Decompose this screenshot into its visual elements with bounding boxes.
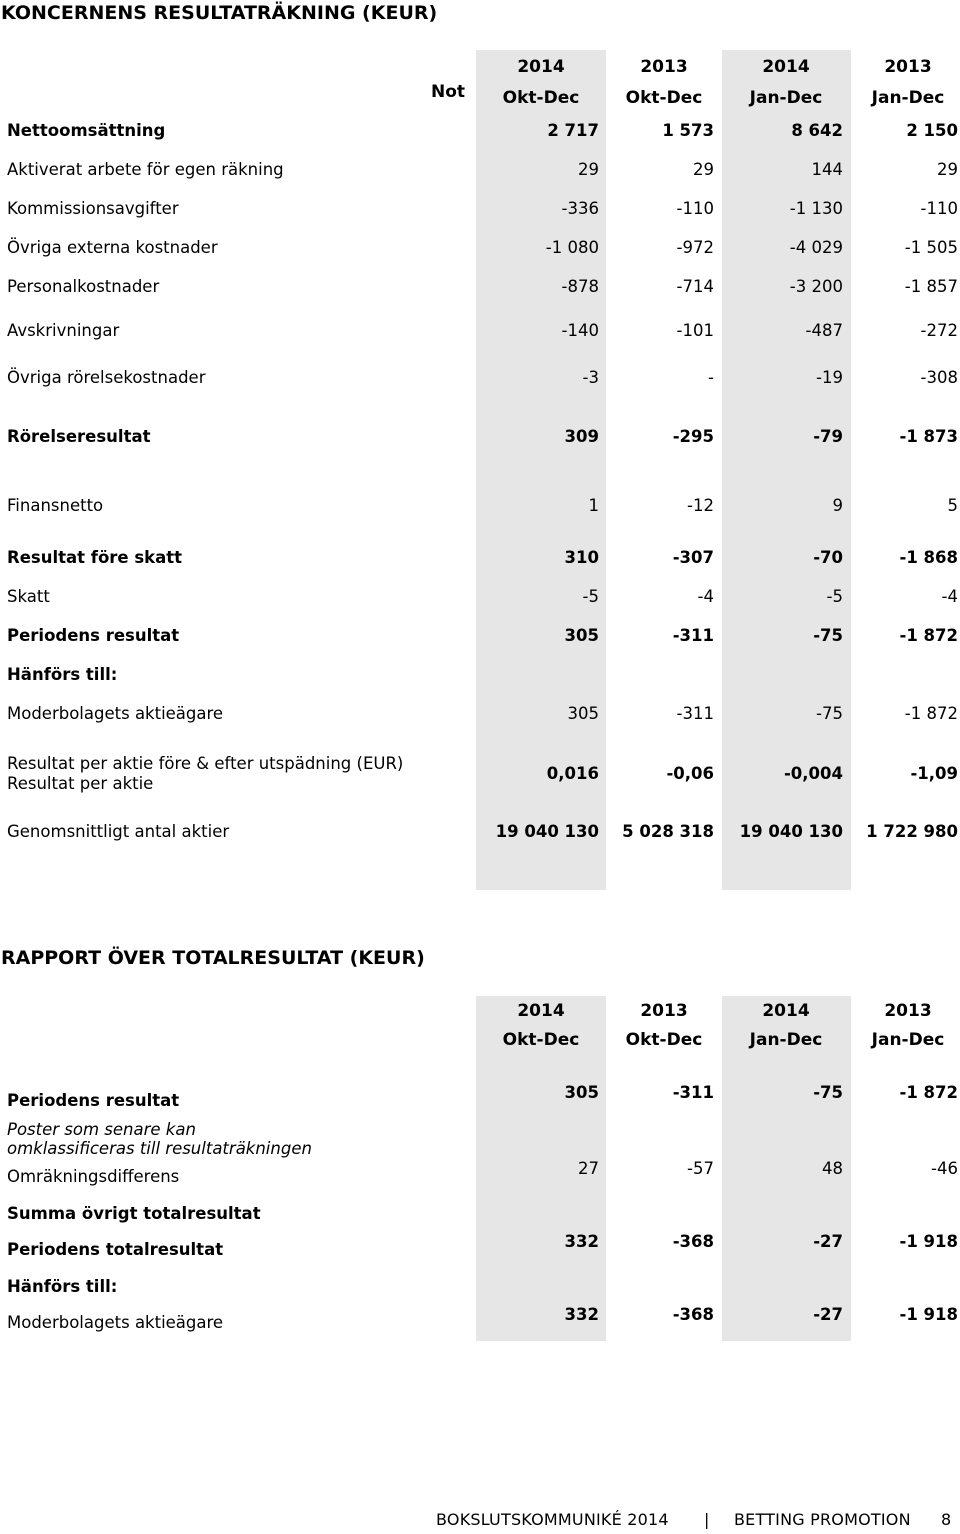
owners-label: Moderbolagets aktieägare (7, 1313, 224, 1332)
table-row-label: Övriga rörelsekostnader (7, 368, 206, 387)
table-cell-value: -70 (813, 548, 843, 567)
translation-value: 27 (578, 1159, 599, 1178)
period-total-value: -27 (813, 1232, 843, 1251)
table-cell-value: 5 (947, 496, 958, 515)
table-row-label: Resultat före skatt (7, 548, 183, 567)
shares-value: 1 722 980 (866, 822, 958, 841)
table-row-label: Övriga externa kostnader (7, 238, 218, 257)
table-cell-value: 2 150 (906, 121, 958, 140)
table-cell-value: -487 (805, 321, 843, 340)
table-cell-value: -140 (561, 321, 599, 340)
sum-other-label: Summa övrigt totalresultat (7, 1204, 261, 1223)
table-cell-value: -295 (672, 427, 714, 446)
table-cell-value: 29 (937, 160, 958, 179)
attributable-label: Hänförs till: (7, 1277, 118, 1296)
column-header-year: 2013 (640, 1001, 688, 1021)
table-cell-value: -878 (561, 277, 599, 296)
table-cell-value: 9 (832, 496, 843, 515)
table-cell-value: 310 (564, 548, 599, 567)
column-header-year: 2013 (884, 1001, 932, 1021)
table-cell-value: -12 (687, 496, 714, 515)
period-result-label: Periodens resultat (7, 1091, 180, 1110)
period-total-label: Periodens totalresultat (7, 1240, 224, 1259)
column-header-period: Okt-Dec (502, 1030, 580, 1050)
table-cell-value: -1 080 (545, 238, 599, 257)
translation-value: -57 (687, 1159, 714, 1178)
table-cell-value: -4 (941, 587, 958, 606)
section-title: RAPPORT ÖVER TOTALRESULTAT (KEUR) (1, 947, 425, 969)
period-total-value: -1 918 (899, 1232, 958, 1251)
table-cell-value: 29 (693, 160, 714, 179)
table-cell-value: -714 (676, 277, 714, 296)
period-total-value: -368 (672, 1232, 714, 1251)
table-cell-value: 2 717 (547, 121, 599, 140)
table-row-label: Avskrivningar (7, 321, 120, 340)
table-cell-value: -4 (697, 587, 714, 606)
table-row-label: Skatt (7, 587, 50, 606)
column-header-period: Jan-Dec (871, 88, 945, 108)
eps-value: -1,09 (910, 764, 958, 783)
column-header-period: Jan-Dec (871, 1030, 945, 1050)
table-cell-value: -3 (582, 368, 599, 387)
table-cell-value: -1 872 (899, 626, 958, 645)
table-cell-value: -307 (672, 548, 714, 567)
eps-value: -0,004 (783, 764, 843, 783)
column-header-year: 2013 (884, 57, 932, 77)
period-total-value: 332 (564, 1232, 599, 1251)
table-cell-value: -75 (813, 626, 843, 645)
table-row-label: Moderbolagets aktieägare (7, 704, 224, 723)
column-header-year: 2014 (517, 57, 565, 77)
owners-value: -27 (813, 1305, 843, 1324)
table-cell-value: -972 (676, 238, 714, 257)
eps-label-secondary: Resultat per aktie (7, 774, 154, 793)
footer-separator: | (704, 1510, 710, 1529)
table-cell-value: -1 505 (904, 238, 958, 257)
shares-value: 19 040 130 (495, 822, 599, 841)
not-column-header: Not (431, 82, 466, 102)
column-header-year: 2014 (762, 57, 810, 77)
translation-label: Omräkningsdifferens (7, 1167, 180, 1186)
period-result-value: -1 872 (899, 1083, 958, 1102)
owners-value: 332 (564, 1305, 599, 1324)
table-row-label: Kommissionsavgifter (7, 199, 179, 218)
table-row-label: Finansnetto (7, 496, 104, 515)
table-row-label: Personalkostnader (7, 277, 160, 296)
shares-label: Genomsnittligt antal aktier (7, 822, 230, 841)
table-cell-value: 305 (567, 704, 599, 723)
shares-value: 19 040 130 (739, 822, 843, 841)
column-header-year: 2014 (762, 1001, 810, 1021)
table-cell-value: -1 872 (904, 704, 958, 723)
table-cell-value: -4 029 (789, 238, 843, 257)
table-row-label: Aktiverat arbete för egen räkning (7, 160, 284, 179)
owners-value: -1 918 (899, 1305, 958, 1324)
table-cell-value: 1 (588, 496, 599, 515)
table-cell-value: -308 (920, 368, 958, 387)
table-row-label: Periodens resultat (7, 626, 180, 645)
column-header-period: Okt-Dec (502, 88, 580, 108)
table-cell-value: -1 857 (904, 277, 958, 296)
table-cell-value: 1 573 (662, 121, 714, 140)
footer-report-name: BOKSLUTSKOMMUNIKÉ 2014 (436, 1510, 669, 1529)
table-cell-value: -101 (676, 321, 714, 340)
table-cell-value: -1 868 (899, 548, 958, 567)
reclass-label: Poster som senare kan (7, 1120, 196, 1139)
table-cell-value: 8 642 (791, 121, 843, 140)
table-row-label: Nettoomsättning (7, 121, 166, 140)
period-result-value: -75 (813, 1083, 843, 1102)
eps-value: -0,06 (666, 764, 714, 783)
table-row-label: Hänförs till: (7, 665, 118, 684)
period-result-value: 305 (564, 1083, 599, 1102)
table-cell-value: -3 200 (789, 277, 843, 296)
column-header-period: Jan-Dec (749, 88, 823, 108)
translation-value: -46 (931, 1159, 958, 1178)
column-header-period: Jan-Dec (749, 1030, 823, 1050)
table-cell-value: 309 (564, 427, 599, 446)
owners-value: -368 (672, 1305, 714, 1324)
table-cell-value: -110 (676, 199, 714, 218)
table-cell-value: -1 873 (899, 427, 958, 446)
column-header-period: Okt-Dec (625, 88, 703, 108)
column-header-year: 2013 (640, 57, 688, 77)
table-cell-value: -75 (816, 704, 843, 723)
column-header-year: 2014 (517, 1001, 565, 1021)
table-cell-value: -336 (561, 199, 599, 218)
table-cell-value: -79 (813, 427, 843, 446)
table-cell-value: -19 (816, 368, 843, 387)
table-cell-value: -1 130 (789, 199, 843, 218)
table-cell-value: -5 (582, 587, 599, 606)
page-title: KONCERNENS RESULTATRÄKNING (KEUR) (1, 2, 438, 24)
shares-value: 5 028 318 (622, 822, 714, 841)
column-header-period: Okt-Dec (625, 1030, 703, 1050)
reclass-label-secondary: omklassificeras till resultaträkningen (7, 1139, 312, 1158)
table-cell-value: 29 (578, 160, 599, 179)
period-result-value: -311 (672, 1083, 714, 1102)
translation-value: 48 (822, 1159, 843, 1178)
table-cell-value: -311 (676, 704, 714, 723)
footer-page-number: 8 (941, 1510, 952, 1529)
table-cell-value: -311 (672, 626, 714, 645)
table-cell-value: 144 (811, 160, 843, 179)
table-cell-value: -272 (920, 321, 958, 340)
table-cell-value: 305 (564, 626, 599, 645)
table-row-label: Rörelseresultat (7, 427, 151, 446)
eps-value: 0,016 (546, 764, 599, 783)
eps-label: Resultat per aktie före & efter utspädning (EUR) (7, 754, 404, 773)
table-cell-value: - (708, 368, 714, 387)
table-cell-value: -110 (920, 199, 958, 218)
table-cell-value: -5 (826, 587, 843, 606)
footer-company: BETTING PROMOTION (734, 1510, 911, 1529)
